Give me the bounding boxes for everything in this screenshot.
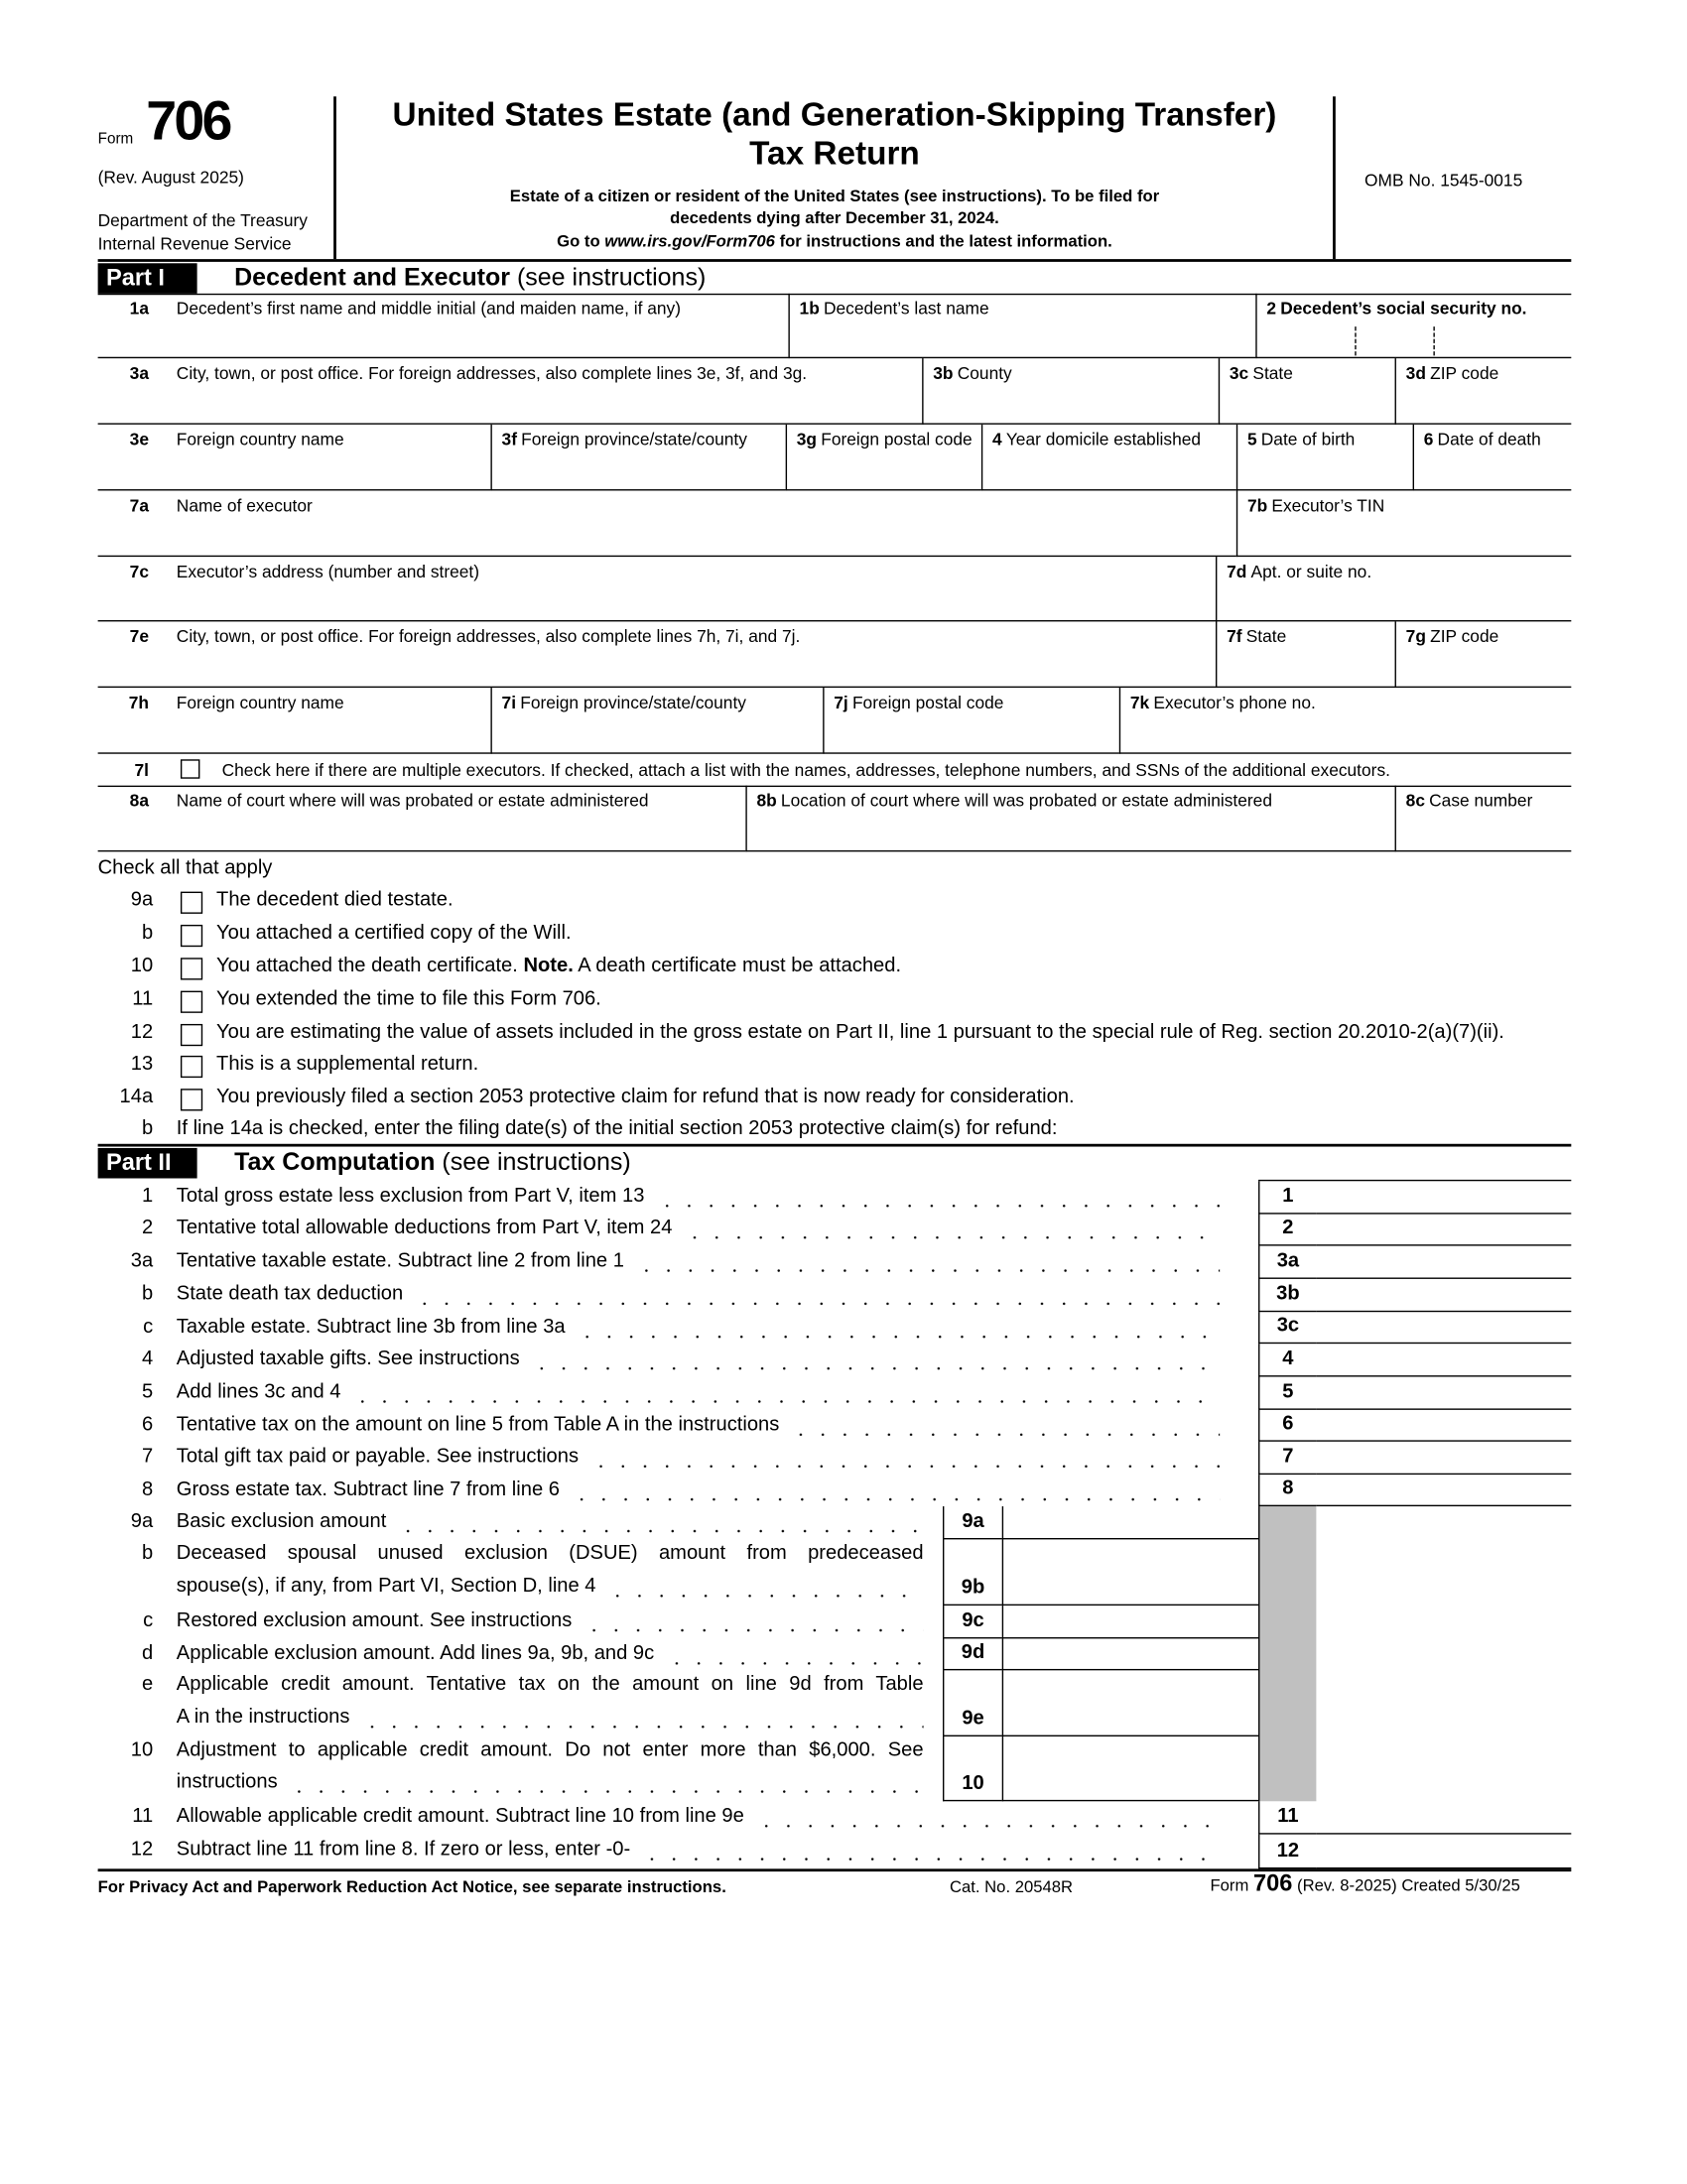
line-box-label: 6 bbox=[1258, 1410, 1316, 1442]
line-number: 8b bbox=[756, 791, 777, 811]
check-label bbox=[216, 988, 601, 1010]
ssn-separator bbox=[1433, 326, 1434, 355]
field-label: Year domicile established bbox=[1005, 430, 1202, 450]
amount-field-3a[interactable] bbox=[1316, 1246, 1571, 1279]
line-label: Tentative total allowable deductions from Part V, item 24 bbox=[176, 1217, 673, 1239]
field-label: City, town, or post office. For foreign addresses, also complete lines 7h, 7i, and 7j. bbox=[176, 626, 801, 647]
checkbox[interactable] bbox=[181, 1056, 202, 1078]
line-number: 7b bbox=[1246, 496, 1268, 516]
line-label: Basic exclusion amount bbox=[176, 1510, 387, 1533]
amount-field-3c[interactable] bbox=[1316, 1312, 1571, 1344]
line-box-label: 3c bbox=[1258, 1312, 1316, 1344]
line-number: 4 bbox=[141, 1348, 154, 1370]
field-label: Executor’s phone no. bbox=[1153, 693, 1316, 713]
line-number: 8 bbox=[141, 1478, 154, 1501]
field-label: Foreign postal code bbox=[821, 430, 973, 450]
subtitle-line2: decedents dying after December 31, 2024. bbox=[670, 207, 999, 228]
omb-number: OMB No. 1545-0015 bbox=[1364, 171, 1523, 191]
line-number: 3b bbox=[933, 363, 954, 384]
line-label: Tentative taxable estate. Subtract line 2 from line 1 bbox=[176, 1249, 624, 1272]
check-number: 12 bbox=[130, 1021, 154, 1044]
line-label: Total gross estate less exclusion from Part V, item 13 bbox=[176, 1185, 645, 1208]
line-number: 7g bbox=[1405, 626, 1426, 647]
field-label: Foreign province/state/county bbox=[520, 693, 746, 713]
field-label: Location of court where will was probated or estate administered bbox=[780, 791, 1273, 811]
line-text-cont bbox=[177, 1771, 924, 1793]
line-label: Restored exclusion amount. See instructions bbox=[176, 1609, 573, 1632]
field-7e[interactable] bbox=[98, 621, 1216, 688]
part2-title bbox=[234, 1148, 631, 1177]
line-text: Deceased spousal unused exclusion (DSUE) amount from predeceased bbox=[176, 1542, 924, 1565]
department: Department of the Treasury bbox=[97, 210, 308, 230]
line-box-label: 3b bbox=[1258, 1279, 1316, 1312]
form-label: Form bbox=[97, 130, 134, 148]
line-number: 7a bbox=[129, 496, 150, 516]
check-note-text: A death certificate must be attached. bbox=[573, 955, 902, 977]
line-number: 10 bbox=[130, 1738, 154, 1762]
check-text: You attached the death certificate. bbox=[216, 955, 524, 977]
tax-line-9a bbox=[98, 1506, 1572, 1539]
line-number: 7f bbox=[1227, 626, 1242, 647]
line-number: 4 bbox=[992, 430, 1002, 450]
line-number: 7d bbox=[1227, 562, 1247, 582]
field-5[interactable] bbox=[1236, 425, 1413, 491]
part1-tag: Part I bbox=[98, 263, 197, 294]
check-text: If line 14a is checked, enter the filing date(s) of the initial section 2053 protective claim(s) for refund: bbox=[176, 1117, 1058, 1140]
line-number: 9a bbox=[130, 1510, 154, 1533]
line-text-2: instructions bbox=[176, 1770, 278, 1793]
line-text bbox=[177, 1446, 1220, 1468]
line-label: Tentative tax on the amount on line 5 from Table A in the instructions bbox=[176, 1414, 780, 1437]
check-number: 10 bbox=[130, 955, 154, 977]
line-text bbox=[177, 1217, 1220, 1238]
line-text: Applicable credit amount. Tentative tax on the amount on line 9d from Table bbox=[176, 1673, 924, 1696]
field-7j[interactable] bbox=[823, 688, 1119, 754]
field-3g[interactable] bbox=[786, 425, 981, 491]
part2-title-note: (see instructions) bbox=[442, 1147, 631, 1176]
field-7c[interactable] bbox=[98, 557, 1216, 621]
line-number: 3a bbox=[129, 363, 150, 384]
dot-leader bbox=[607, 1578, 924, 1597]
field-7a[interactable] bbox=[98, 490, 1236, 557]
amount-field-9a[interactable] bbox=[1002, 1506, 1258, 1539]
line-number: 8a bbox=[129, 791, 150, 811]
field-3a[interactable] bbox=[98, 358, 923, 425]
amount-field-10[interactable] bbox=[1002, 1736, 1258, 1801]
line-text-cont bbox=[177, 1706, 924, 1728]
field-1a[interactable] bbox=[98, 294, 789, 358]
field-8b[interactable] bbox=[745, 786, 1394, 852]
field-label: State bbox=[1245, 626, 1287, 647]
line-number: 3a bbox=[130, 1249, 154, 1272]
tax-line-9e bbox=[98, 1670, 1572, 1736]
field-label: Decedent’s last name bbox=[823, 299, 989, 319]
line-number: 12 bbox=[130, 1838, 154, 1862]
check-text: You attached a certified copy of the Will. bbox=[216, 922, 572, 945]
check-label bbox=[216, 1021, 1504, 1043]
line-label: Applicable exclusion amount. Add lines 9a, 9b, and 9c bbox=[176, 1642, 655, 1665]
amount-field-2[interactable] bbox=[1316, 1213, 1571, 1245]
dot-leader bbox=[289, 1774, 924, 1793]
header-divider bbox=[1333, 96, 1336, 259]
line-box-label: 10 bbox=[943, 1736, 1002, 1801]
field-label: Date of birth bbox=[1260, 430, 1356, 450]
line-text bbox=[177, 1250, 1220, 1272]
line-label: Subtract line 11 from line 8. If zero or less, enter -0- bbox=[176, 1838, 631, 1862]
line-text: Adjustment to applicable credit amount. Do not enter more than $6,000. See bbox=[176, 1738, 924, 1762]
check-all-heading: Check all that apply bbox=[97, 856, 273, 880]
part2-tag: Part II bbox=[98, 1148, 197, 1179]
form-number: 706 bbox=[146, 90, 230, 152]
dot-leader bbox=[531, 1350, 1220, 1369]
amount-field-11[interactable] bbox=[1316, 1801, 1571, 1834]
line-text bbox=[177, 1283, 1220, 1305]
line-number: 6 bbox=[1423, 430, 1434, 450]
dot-leader bbox=[589, 1449, 1220, 1468]
line-box-label: 9a bbox=[943, 1506, 1002, 1539]
line-number: c bbox=[143, 1316, 154, 1339]
irs-url-link[interactable]: www.irs.gov/Form706 bbox=[604, 231, 775, 251]
dot-leader bbox=[684, 1220, 1221, 1238]
field-label: Foreign province/state/county bbox=[521, 430, 747, 450]
ssn-separator bbox=[1355, 326, 1356, 355]
field-label: Date of death bbox=[1437, 430, 1541, 450]
line-text bbox=[177, 1316, 1220, 1338]
tax-line-10 bbox=[98, 1736, 1572, 1801]
field-7k[interactable] bbox=[1119, 688, 1572, 754]
check-text: The decedent died testate. bbox=[216, 888, 454, 912]
line-box-label: 9d bbox=[943, 1638, 1002, 1670]
amount-field-8[interactable] bbox=[1316, 1475, 1571, 1506]
field-4[interactable] bbox=[981, 425, 1236, 491]
line-box-label: 4 bbox=[1258, 1344, 1316, 1376]
dot-leader bbox=[414, 1286, 1220, 1305]
dot-leader bbox=[577, 1319, 1220, 1338]
check-label bbox=[216, 1086, 1075, 1107]
line-box-label: 9c bbox=[943, 1606, 1002, 1638]
field-label: Apt. or suite no. bbox=[1250, 562, 1372, 582]
line-number: 1 bbox=[141, 1185, 154, 1208]
amount-field-3b[interactable] bbox=[1316, 1279, 1571, 1312]
field-7d[interactable] bbox=[1216, 557, 1571, 621]
field-7i[interactable] bbox=[490, 688, 823, 754]
line-box-label: 9b bbox=[943, 1539, 1002, 1606]
line-number: 11 bbox=[132, 1805, 154, 1828]
check-label bbox=[216, 956, 901, 977]
dot-leader bbox=[583, 1612, 923, 1631]
field-label: Name of court where will was probated or estate administered bbox=[176, 791, 649, 811]
line-box-label: 2 bbox=[1258, 1213, 1316, 1245]
line-label: Allowable applicable credit amount. Subtract line 10 from line 9e bbox=[176, 1805, 744, 1828]
field-label: Foreign country name bbox=[176, 430, 344, 450]
field-7h[interactable] bbox=[98, 688, 491, 754]
field-label: Name of executor bbox=[176, 496, 313, 516]
field-7b[interactable] bbox=[1236, 490, 1572, 557]
line-number: 7h bbox=[128, 693, 150, 713]
line-number: e bbox=[141, 1673, 154, 1696]
dot-leader bbox=[571, 1481, 1220, 1500]
checkbox[interactable] bbox=[181, 991, 202, 1013]
tax-line-9b bbox=[98, 1539, 1572, 1606]
line-number: 7l bbox=[134, 760, 150, 781]
row-rule bbox=[98, 786, 1572, 787]
line-text-cont bbox=[177, 1576, 924, 1598]
check-label bbox=[216, 922, 571, 944]
dot-leader bbox=[361, 1709, 924, 1728]
line-box-label: 5 bbox=[1258, 1377, 1316, 1410]
field-3b[interactable] bbox=[922, 358, 1219, 425]
line-text bbox=[177, 1414, 1220, 1436]
field-6[interactable] bbox=[1413, 425, 1572, 491]
field-3e[interactable] bbox=[98, 425, 491, 491]
line-text bbox=[177, 1805, 1220, 1827]
line-label: Total gift tax paid or payable. See instructions bbox=[176, 1445, 580, 1469]
tax-line-9c bbox=[98, 1606, 1572, 1638]
field-label: Foreign country name bbox=[176, 693, 344, 713]
check-label bbox=[216, 889, 453, 911]
checkbox[interactable] bbox=[181, 1089, 202, 1110]
catalog-number: Cat. No. 20548R bbox=[949, 1876, 1074, 1897]
multiple-executors-checkbox[interactable] bbox=[181, 759, 199, 778]
amount-field-1[interactable] bbox=[1316, 1181, 1571, 1214]
line-text bbox=[177, 1185, 1220, 1207]
line-number: 3e bbox=[129, 430, 150, 450]
checkbox[interactable] bbox=[181, 1024, 202, 1046]
field-label: Case number bbox=[1429, 791, 1533, 811]
part1-title-note: (see instructions) bbox=[516, 263, 707, 292]
line-label: Taxable estate. Subtract line 3b from line 3a bbox=[176, 1316, 566, 1339]
check-number: 11 bbox=[132, 987, 154, 1011]
subtitle-line1: Estate of a citizen or resident of the United States (see instructions). To be filed for bbox=[509, 186, 1160, 205]
line-number: 3f bbox=[501, 430, 518, 450]
part2-title-text: Tax Computation bbox=[234, 1147, 436, 1176]
line-number: d bbox=[141, 1642, 154, 1665]
checkbox[interactable] bbox=[181, 958, 202, 979]
field-3d[interactable] bbox=[1395, 358, 1572, 425]
check-number: b bbox=[141, 922, 154, 945]
line-number: 2 bbox=[141, 1217, 154, 1239]
dot-leader bbox=[397, 1513, 923, 1532]
line-number: c bbox=[143, 1609, 154, 1632]
field-label: Executor’s address (number and street) bbox=[176, 562, 480, 582]
line-text bbox=[177, 1609, 924, 1631]
line-box-label: 12 bbox=[1258, 1835, 1316, 1869]
line-number: 7i bbox=[501, 693, 517, 713]
dot-leader bbox=[755, 1808, 1220, 1827]
line-number: 7e bbox=[129, 626, 150, 647]
line-label: Gross estate tax. Subtract line 7 from line 6 bbox=[176, 1478, 560, 1501]
amount-field-9c[interactable] bbox=[1002, 1606, 1258, 1638]
line-number: b bbox=[141, 1542, 154, 1565]
line-number: 7k bbox=[1129, 693, 1150, 713]
check-text: You are estimating the value of assets included in the gross estate on Part II, line 1 pursuant to the special rule of Reg. section 20.2010-2(a)(7)(ii). bbox=[216, 1021, 1504, 1044]
check-text: This is a supplemental return. bbox=[216, 1053, 479, 1076]
amount-field-4[interactable] bbox=[1316, 1344, 1571, 1376]
line-number: 3c bbox=[1229, 363, 1249, 384]
check-text: You previously filed a section 2053 protective claim for refund that is now ready for consideration. bbox=[216, 1086, 1075, 1108]
line-number: 1b bbox=[799, 299, 820, 319]
check-note-bold: Note. bbox=[523, 955, 574, 977]
checkbox[interactable] bbox=[181, 892, 202, 914]
line-label: State death tax deduction bbox=[176, 1283, 404, 1306]
multiple-executors-label: Check here if there are multiple executors. If checked, attach a list with the names, addresses, telephone numbers, and SSNs of the additional executors. bbox=[221, 760, 1390, 781]
check-number: b bbox=[141, 1117, 154, 1140]
line-number: 5 bbox=[141, 1380, 154, 1403]
field-8a[interactable] bbox=[98, 786, 746, 852]
checkbox[interactable] bbox=[181, 925, 202, 947]
revision-date: (Rev. August 2025) bbox=[97, 168, 244, 188]
line-number: 3g bbox=[796, 430, 818, 450]
tax-line-9d bbox=[98, 1638, 1572, 1670]
goto-suffix: for instructions and the latest information. bbox=[774, 231, 1112, 251]
line-label: Add lines 3c and 4 bbox=[176, 1380, 341, 1403]
line-text bbox=[177, 1510, 924, 1532]
line-text-2: A in the instructions bbox=[176, 1706, 350, 1729]
line-box-label: 9e bbox=[943, 1670, 1002, 1736]
field-7f[interactable] bbox=[1216, 621, 1395, 688]
line-text bbox=[177, 1381, 1220, 1403]
field-label: Decedent’s first name and middle initial (and maiden name, if any) bbox=[176, 299, 682, 319]
footer-form-number: 706 bbox=[1252, 1869, 1293, 1897]
dot-leader bbox=[790, 1417, 1220, 1436]
part1-title-text: Decedent and Executor bbox=[234, 263, 510, 292]
check-label bbox=[216, 1053, 478, 1075]
field-2[interactable] bbox=[1255, 294, 1571, 358]
field-label: ZIP code bbox=[1430, 363, 1499, 384]
goto-prefix: Go to bbox=[557, 231, 605, 251]
form-title-line2: Tax Return bbox=[749, 135, 920, 173]
check-text: You extended the time to file this Form 706. bbox=[216, 987, 601, 1011]
line-box-label: 3a bbox=[1258, 1246, 1316, 1279]
line-number: 8c bbox=[1405, 791, 1425, 811]
part2-top-rule bbox=[98, 1144, 1572, 1147]
field-label: Executor’s TIN bbox=[1271, 496, 1385, 516]
dot-leader bbox=[352, 1383, 1221, 1402]
line-box-label: 1 bbox=[1258, 1181, 1316, 1214]
line-number: 2 bbox=[1266, 299, 1277, 319]
line-label: Adjusted taxable gifts. See instructions bbox=[176, 1348, 520, 1370]
field-7g[interactable] bbox=[1395, 621, 1572, 688]
line-box-label: 7 bbox=[1258, 1442, 1316, 1475]
check-number: 9a bbox=[130, 888, 154, 912]
dot-leader bbox=[665, 1645, 923, 1664]
line-number: 7 bbox=[141, 1445, 154, 1469]
line-text bbox=[177, 1348, 1220, 1369]
field-3f[interactable] bbox=[490, 425, 785, 491]
field-label: Foreign postal code bbox=[851, 693, 1004, 713]
amount-field-12[interactable] bbox=[1316, 1835, 1571, 1869]
amount-field-6[interactable] bbox=[1316, 1410, 1571, 1442]
form-title-line1: United States Estate (and Generation-Skipping Transfer) bbox=[392, 96, 1277, 134]
field-1b[interactable] bbox=[788, 294, 1255, 358]
field-label: County bbox=[957, 363, 1012, 384]
field-label: ZIP code bbox=[1430, 626, 1499, 647]
instructions-link-line bbox=[336, 231, 1333, 250]
line-number: 5 bbox=[1246, 430, 1257, 450]
line-number: 6 bbox=[141, 1414, 154, 1437]
line-box-label: 8 bbox=[1258, 1475, 1316, 1506]
line-number: 3d bbox=[1405, 363, 1426, 384]
dot-leader bbox=[635, 1253, 1220, 1272]
line-box-label: 11 bbox=[1258, 1801, 1316, 1834]
footer-form-label: Form bbox=[1210, 1875, 1249, 1895]
line-text bbox=[177, 1839, 1220, 1861]
amount-field-7[interactable] bbox=[1316, 1442, 1571, 1475]
footer-revision: (Rev. 8-2025) Created 5/30/25 bbox=[1297, 1875, 1520, 1895]
field-label: Decedent’s social security no. bbox=[1280, 299, 1527, 319]
line-text bbox=[177, 1478, 1220, 1500]
header-rule bbox=[98, 259, 1572, 262]
part1-title bbox=[234, 263, 706, 292]
amount-field-5[interactable] bbox=[1316, 1377, 1571, 1410]
check-label bbox=[177, 1117, 1058, 1139]
amount-field-9d[interactable] bbox=[1002, 1638, 1258, 1670]
field-label: City, town, or post office. For foreign addresses, also complete lines 3e, 3f, and 3g. bbox=[176, 363, 808, 384]
field-8c[interactable] bbox=[1395, 786, 1572, 852]
privacy-notice: For Privacy Act and Paperwork Reduction Act Notice, see separate instructions. bbox=[97, 1876, 726, 1897]
amount-field-9e[interactable] bbox=[1002, 1670, 1258, 1736]
line-text bbox=[177, 1643, 924, 1665]
check-number: 13 bbox=[130, 1053, 154, 1076]
line-text-2: spouse(s), if any, from Part VI, Section D, line 4 bbox=[176, 1575, 596, 1598]
line-number: b bbox=[141, 1283, 154, 1306]
field-label: State bbox=[1252, 363, 1293, 384]
footer-form-id bbox=[1210, 1870, 1519, 1898]
amount-field-9b[interactable] bbox=[1002, 1539, 1258, 1606]
line-number: 7j bbox=[834, 693, 848, 713]
line-number: 1a bbox=[129, 299, 150, 319]
line-number: 7c bbox=[129, 562, 150, 582]
dot-leader bbox=[641, 1842, 1220, 1861]
field-3c[interactable] bbox=[1219, 358, 1395, 425]
dot-leader bbox=[656, 1188, 1221, 1207]
agency: Internal Revenue Service bbox=[97, 234, 292, 254]
check-number: 14a bbox=[119, 1086, 154, 1108]
